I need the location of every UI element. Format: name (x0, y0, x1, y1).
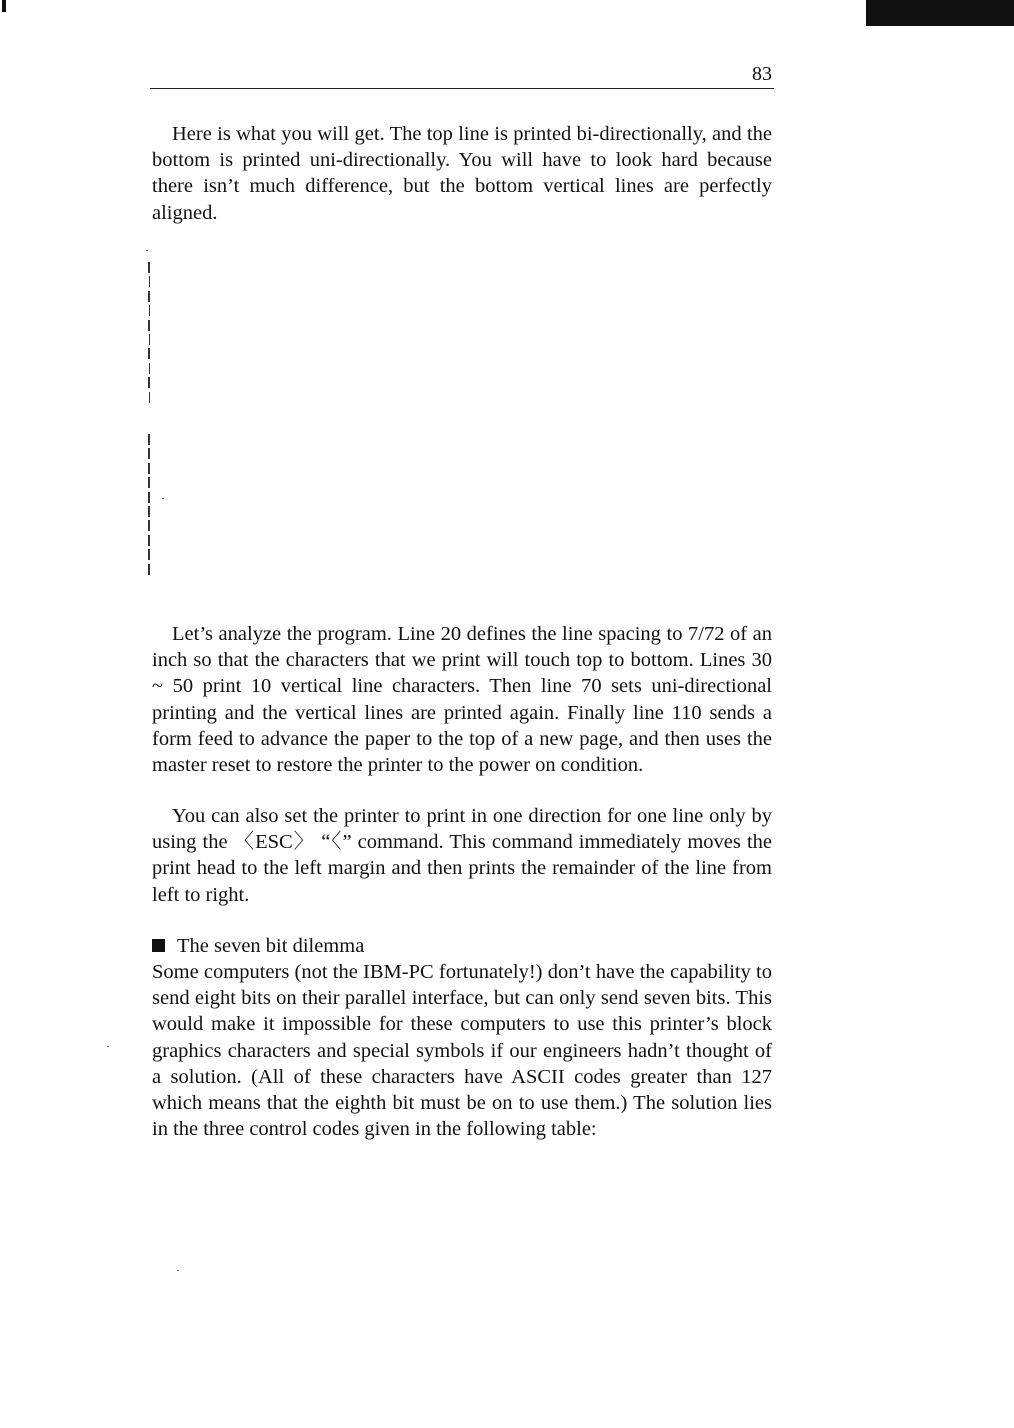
scan-speck (162, 498, 164, 499)
header-rule (150, 88, 774, 89)
scan-speck (107, 1046, 109, 1047)
unidirectional-line-mark (148, 463, 150, 474)
unidirectional-line-mark (148, 434, 150, 445)
square-bullet-icon (152, 939, 165, 952)
bidirectional-line-mark (149, 305, 151, 316)
bidirectional-line-mark (148, 377, 150, 388)
unidirectional-line-mark (148, 477, 150, 488)
unidirectional-line-mark (148, 520, 150, 531)
unidirectional-line-mark (148, 448, 150, 459)
bidirectional-line-mark (149, 363, 151, 374)
bidirectional-line-mark (148, 348, 150, 359)
unidirectional-line-mark (148, 549, 150, 560)
intro-paragraph: Here is what you will get. The top line is printed bi-directionally, and the bottom is printed uni-directionally. You will have to look hard because there isn’t much difference, but the bottom vertical lines are perfectly aligned. (152, 123, 772, 224)
analysis-paragraph: Let’s analyze the program. Line 20 defines the line spacing to 7/72 of an inch so that the characters that we print will touch top to bottom. Lines 30 ~ 50 print 10 vertical line characters. Then line 70 sets uni-directional printing and the vertical lines are printed again. Finally line 110 sends a form feed to advance the paper to the top of a new page, and then uses the master reset to restore the printer to the power on condition. (152, 623, 772, 777)
unidirectional-line-mark (148, 492, 150, 503)
page-number: 83 (752, 63, 772, 85)
unidirectional-line-mark (148, 535, 150, 546)
esc-command-paragraph: You can also set the printer to print in one direction for one line only by using the 〈ESC〉 “〈” command. This command immediately moves the print head to the left margin and then prints the remainder of the line from left to right. (152, 805, 772, 906)
scan-speck (177, 1270, 179, 1271)
bidirectional-line-mark (149, 276, 151, 287)
section-heading-text: The seven bit dilemma (177, 935, 365, 957)
bidirectional-line-mark (149, 334, 151, 345)
bidirectional-line-mark (148, 320, 150, 331)
bidirectional-line-mark (148, 262, 150, 273)
seven-bit-paragraph: Some computers (not the IBM-PC fortunately!) don’t have the capability to send eight bits on their parallel interface, but can only send seven bits. This would make it impossible for these computers to use this printer’s block graphics characters and special symbols if our engineers hadn’t thought of a solution. (All of these characters have ASCII codes greater than 127 which means that the eighth bit must be on to use them.) The solution lies in the three control codes given in the following table: (152, 961, 772, 1141)
scan-edge-mark (2, 0, 6, 12)
unidirectional-line-mark (148, 506, 150, 517)
unidirectional-line-mark (148, 564, 150, 575)
bidirectional-line-mark (148, 291, 150, 302)
section-heading (152, 933, 364, 959)
bidirectional-line-mark (149, 392, 151, 403)
scan-corner-mark (866, 0, 1014, 26)
scan-speck (146, 250, 148, 251)
